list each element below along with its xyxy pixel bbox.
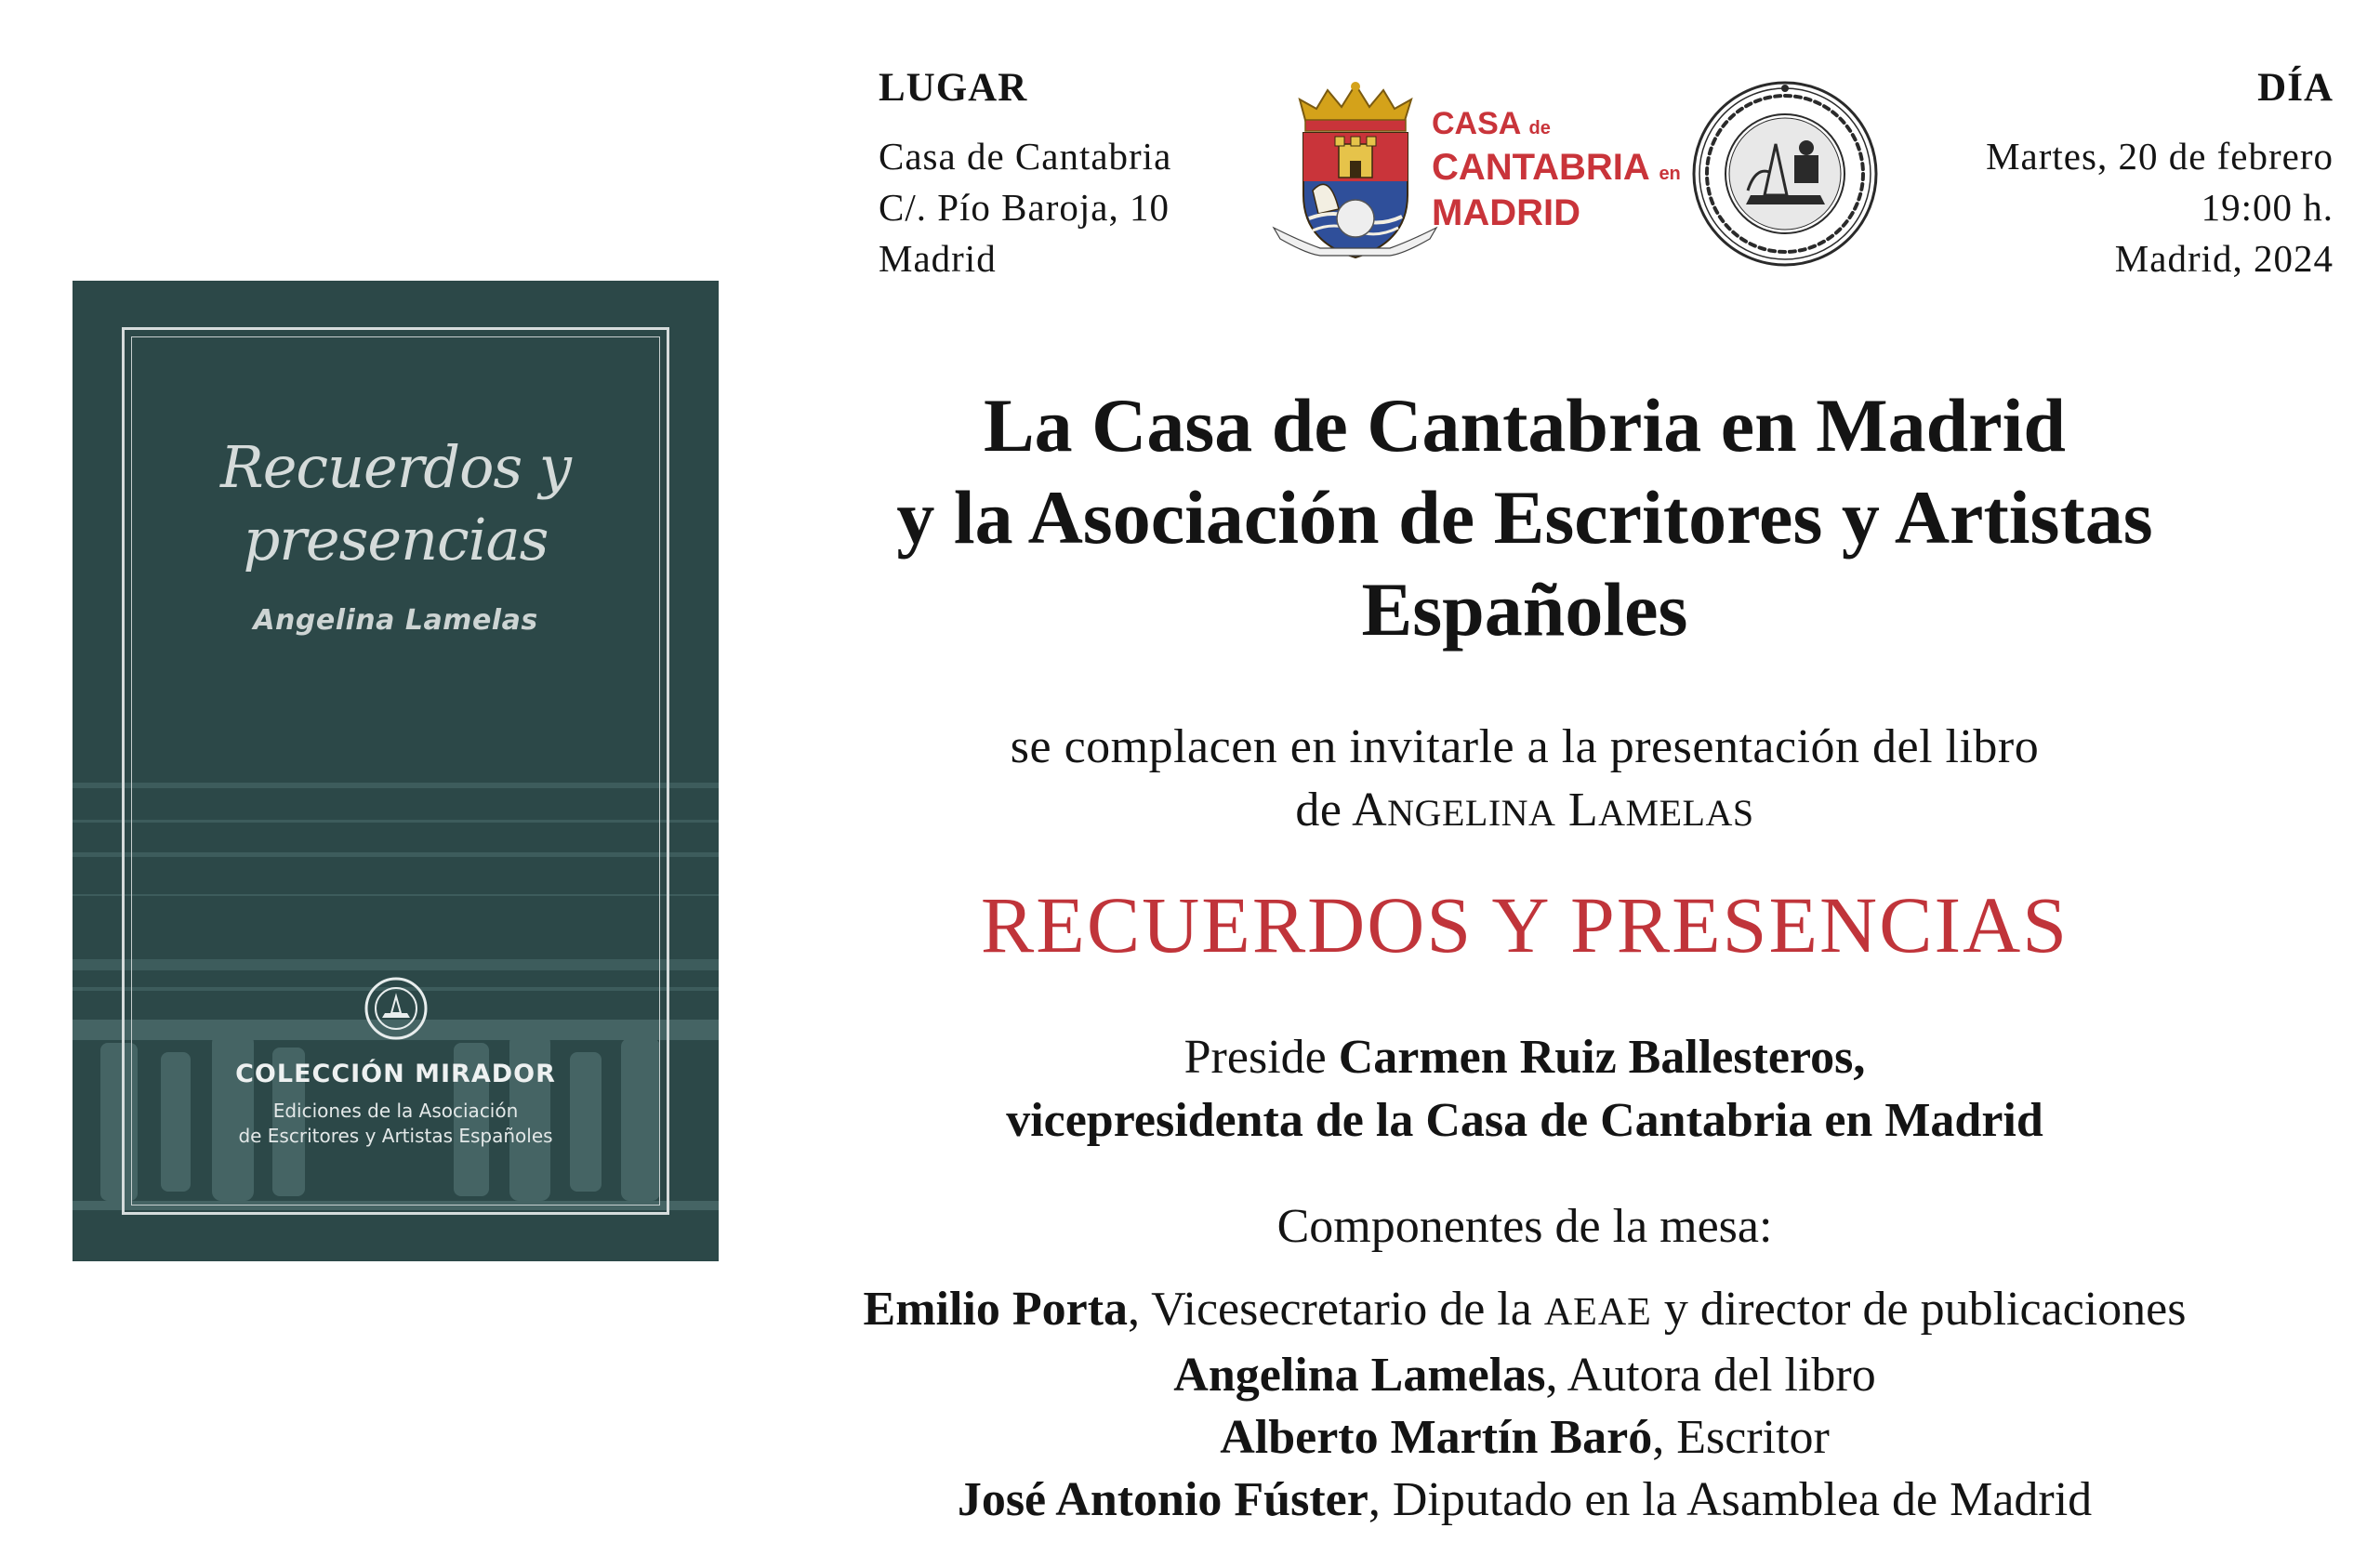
- lugar-heading: LUGAR: [879, 66, 1028, 110]
- member-role: , Autora del libro: [1545, 1349, 1876, 1402]
- lugar-line-address: C/. Pío Baroja, 10: [879, 186, 1170, 229]
- lugar-line-venue: Casa de Cantabria: [879, 135, 1172, 178]
- cover-coleccion: COLECCIÓN MIRADOR: [235, 1060, 556, 1088]
- preside-line1: [818, 1026, 2231, 1089]
- logo-madrid: MADRID: [1432, 192, 1580, 233]
- invitation-text: [818, 716, 2231, 845]
- dia-line-place-year: Madrid, 2024: [2114, 237, 2334, 280]
- cover-ediciones: [73, 1099, 719, 1149]
- dia-line-date: Martes, 20 de febrero: [1986, 135, 2334, 178]
- logo-cantabria: CANTABRIA: [1432, 147, 1649, 188]
- member-name: José Antonio Fúster: [957, 1473, 1368, 1526]
- member-name: Angelina Lamelas: [1173, 1349, 1546, 1402]
- member-row: [725, 1469, 2324, 1531]
- lugar-line-city: Madrid: [879, 237, 997, 280]
- author-rest-a: NGELINA: [1387, 792, 1556, 834]
- componentes-heading: Componentes de la mesa:: [1276, 1200, 1773, 1253]
- logo-de: de: [1528, 118, 1551, 138]
- member-row: [725, 1406, 2324, 1469]
- preside-name: Carmen Ruiz Ballesteros,: [1338, 1031, 1866, 1084]
- cover-title-line1: Recuerdos y: [220, 433, 571, 501]
- author-initial-l: L: [1567, 784, 1599, 837]
- dia-line-time: 19:00 h.: [2201, 186, 2334, 229]
- componentes-list: [725, 1278, 2324, 1531]
- invitation-headline: [818, 379, 2231, 655]
- member-role: , Diputado en la Asamblea de Madrid: [1368, 1473, 2093, 1526]
- dia-block: [1841, 65, 2334, 284]
- preside-block: [818, 1026, 2231, 1153]
- member-row: [725, 1344, 2324, 1406]
- member-role: , Escritor: [1652, 1411, 1830, 1464]
- headline-line1: La Casa de Cantabria en Madrid: [983, 383, 2066, 468]
- member-name: Emilio Porta: [863, 1283, 1129, 1336]
- cantabria-coat-of-arms-logo: [1264, 79, 1446, 274]
- preside-prefix: Preside: [1183, 1031, 1327, 1084]
- logo-en: en: [1659, 164, 1681, 184]
- book-title: RECUERDOS Y PRESENCIAS: [980, 880, 2069, 969]
- member-row: [725, 1278, 2324, 1344]
- cover-ediciones-line1: Ediciones de la Asociación: [272, 1100, 519, 1122]
- headline-line2: y la Asociación de Escritores y Artistas: [896, 475, 2153, 560]
- lugar-block: [879, 65, 1269, 284]
- headline-line3: Españoles: [1361, 567, 1688, 652]
- member-name: Alberto Martín Baró: [1220, 1411, 1653, 1464]
- book-cover-image: [73, 281, 719, 1261]
- cover-emblem-icon: [364, 976, 429, 1041]
- invite-author: [1352, 784, 1754, 837]
- member-role-prefix: , Vicesecretario de la: [1128, 1283, 1544, 1336]
- cover-author: Angelina Lamelas: [253, 604, 538, 637]
- dia-heading: DÍA: [2257, 66, 2334, 110]
- logo-casa: CASA: [1432, 106, 1521, 141]
- member-role-suffix: y director de publicaciones: [1651, 1283, 2187, 1336]
- member-role-acronym: AEAE: [1543, 1291, 1652, 1334]
- invite-de: de: [1295, 784, 1342, 837]
- cover-title: [73, 431, 719, 576]
- cover-ediciones-line2: de Escritores y Artistas Españoles: [238, 1125, 553, 1147]
- casa-cantabria-madrid-wordmark: [1432, 104, 1681, 232]
- invite-line2: [818, 779, 2231, 845]
- cover-title-line2: presencias: [243, 506, 549, 573]
- author-rest-l: AMELAS: [1598, 792, 1754, 834]
- author-initial-a: A: [1352, 784, 1388, 837]
- preside-line2: vicepresidenta de la Casa de Cantabria en Madrid: [1006, 1094, 2043, 1147]
- invite-line1: se complacen en invitarle a la presentación del libro: [1010, 720, 2040, 773]
